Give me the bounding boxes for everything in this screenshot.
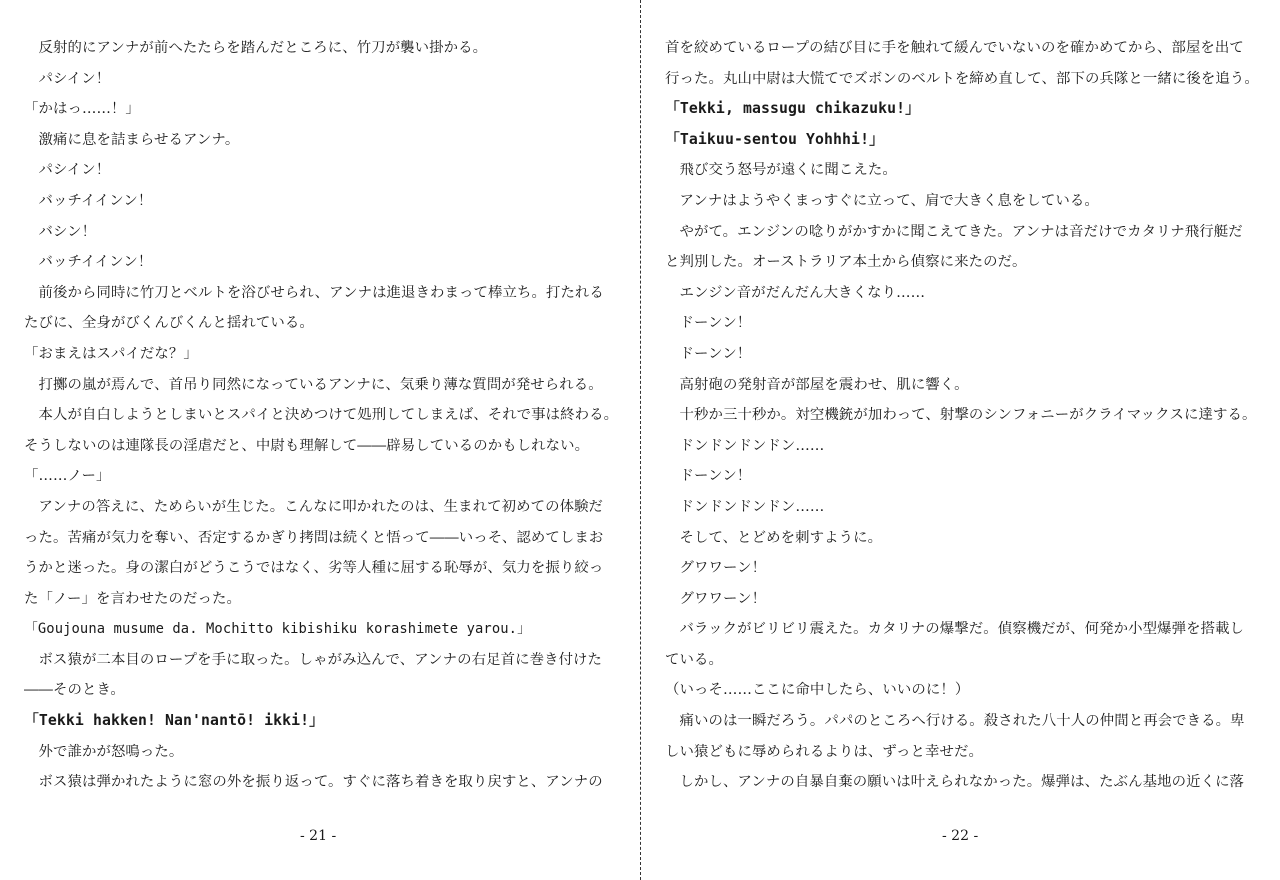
text-line: 外で誰かが怒鳴った。 (24, 743, 184, 760)
text-line: と判別した。オーストラリア本土から偵察に来たのだ。 (665, 254, 1027, 271)
text-line: 「Taikuu-sentou Yohhhi!」 (665, 130, 884, 148)
text-line: うかと迷った。身の潔白がどうこうではなく、劣等人種に屈する恥辱が、気力を振り絞っ (24, 560, 604, 577)
text-line: パシイン！ (24, 70, 111, 87)
text-line: そうしないのは連隊長の淫虐だと、中尉も理解して――辟易しているのかもしれない。 (24, 437, 590, 454)
text-line: た「ノー」を言わせたのだった。 (24, 590, 241, 607)
text-line: 前後から同時に竹刀とベルトを浴びせられ、アンナは進退きわまって棒立ち。打たれる (24, 284, 604, 301)
text-line: 反射的にアンナが前へたたらを踏んだところに、竹刀が襲い掛かる。 (24, 40, 488, 56)
text-line: バラックがビリビリ震えた。カタリナの爆撃だ。偵察機だが、何発か小型爆弾を搭載し (665, 621, 1245, 638)
text-line: 激痛に息を詰まらせるアンナ。 (24, 131, 240, 148)
text-line: バッチイインン！ (24, 254, 153, 271)
page-number: - 22 - (942, 828, 979, 844)
text-line: ドーンン！ (665, 315, 752, 332)
text-line: ている。 (665, 651, 723, 668)
text-line: グワワーン！ (665, 560, 767, 577)
text-line: ドーンン！ (665, 468, 752, 485)
text-line: 行った。丸山中尉は大慌てでズボンのベルトを締め直して、部下の兵隊と一緒に後を追う。 (665, 70, 1259, 87)
text-line: 打擲の嵐が焉んで、首吊り同然になっているアンナに、気乗り薄な質問が発せられる。 (24, 376, 603, 393)
text-line: 「かはっ……！」 (24, 101, 140, 118)
text-line: 首を絞めているロープの結び目に手を触れて緩んでいないのを確かめてから、部屋を出て (665, 40, 1244, 56)
text-line: バシン！ (24, 223, 97, 240)
text-line: アンナはようやくまっすぐに立って、肩で大きく息をしている。 (665, 192, 1099, 209)
text-line: 「Goujouna musume da. Mochitto kibishiku korashimete yarou.」 (24, 621, 531, 638)
text-line: ボス猿は弾かれたように窓の外を振り返って。すぐに落ち着きを取り戻すと、アンナの (24, 774, 603, 791)
page-divider (640, 0, 641, 880)
text-line: 本人が自白しようとしまいとスパイと決めつけて処刑してしまえば、それで事は終わる。 (24, 407, 619, 424)
text-line: （いっそ……ここに命中したら、いいのに！） (665, 682, 970, 699)
text-line: しかし、アンナの自暴自棄の願いは叶えられなかった。爆弾は、たぶん基地の近くに落 (665, 774, 1245, 791)
text-line: ドンドンドンドン…… (665, 437, 825, 454)
text-line: ドンドンドンドン…… (665, 498, 825, 515)
page-number: - 21 - (300, 828, 337, 844)
left-page (24, 33, 624, 798)
text-line: バッチイインン！ (24, 192, 153, 209)
text-line: そして、とどめを刺すように。 (665, 529, 883, 546)
text-line: ――そのとき。 (24, 682, 125, 699)
text-line: たびに、全身がびくんびくんと揺れている。 (24, 315, 314, 332)
text-line: エンジン音がだんだん大きくなり…… (665, 284, 926, 301)
text-line: しい猿どもに辱められるよりは、ずっと幸せだ。 (665, 743, 983, 760)
text-line: ドーンン！ (665, 345, 752, 362)
text-line: アンナの答えに、ためらいが生じた。こんなに叩かれたのは、生まれて初めての体験だ (24, 498, 604, 515)
text-line: 十秒か三十秒か。対空機銃が加わって、射撃のシンフォニーがクライマックスに達する。 (665, 407, 1257, 424)
text-line: 「Tekki, massugu chikazuku!」 (665, 100, 921, 118)
text-line: った。苦痛が気力を奪い、否定するかぎり拷問は続くと悟って――いっそ、認めてしまお (24, 529, 604, 546)
text-line: グワワーン！ (665, 590, 767, 607)
text-line: 飛び交う怒号が遠くに聞こえた。 (665, 162, 897, 179)
text-line: やがて。エンジンの唸りがかすかに聞こえてきた。アンナは音だけでカタリナ飛行艇だ (665, 223, 1243, 240)
text-line: ボス猿が二本目のロープを手に取った。しゃがみ込んで、アンナの右足首に巻き付けた (24, 651, 603, 668)
right-page (665, 33, 1270, 798)
text-line: 「……ノー」 (24, 468, 111, 485)
text-line: 「Tekki hakken! Nan'nantō! ikki!」 (24, 712, 325, 730)
text-line: 痛いのは一瞬だろう。パパのところへ行ける。殺された八十人の仲間と再会できる。卑 (665, 713, 1245, 730)
text-line: 高射砲の発射音が部屋を震わせ、肌に響く。 (665, 376, 969, 393)
text-line: パシイン！ (24, 162, 111, 179)
text-line: 「おまえはスパイだな？」 (24, 345, 198, 362)
